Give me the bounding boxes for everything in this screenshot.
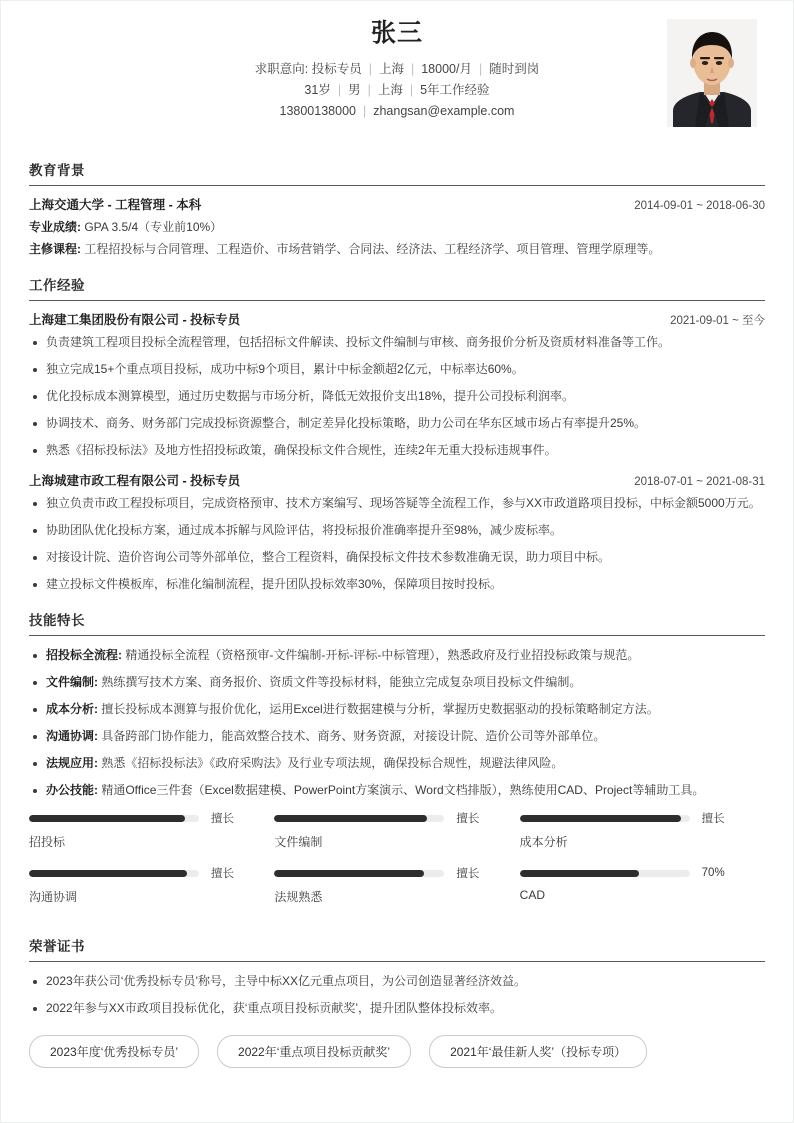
list-item: 独立负责市政工程投标项目，完成资格预审、技术方案编写、现场答疑等全流程工作，参与XX市政道路项目投标，中标金额5000万元。 (29, 493, 765, 514)
list-item (29, 672, 765, 693)
education-gpa-label: 专业成绩: (29, 220, 81, 234)
meta-separator: | (478, 61, 483, 76)
education-date: 2014-09-01 ~ 2018-06-30 (634, 200, 765, 212)
skill-bar-label: 文件编制 (274, 835, 323, 849)
skill-bar-label: 法规熟悉 (274, 890, 323, 904)
meta-item: zhangsan@example.com (373, 103, 515, 118)
education-courses-label: 主修课程: (29, 242, 81, 256)
skill-bar-row (520, 866, 741, 880)
skill-bar (520, 866, 765, 905)
skill-bar-label: CAD (519, 888, 545, 902)
education-school: 上海交通大学 - 工程管理 - 本科 (29, 198, 202, 212)
header-text-block (29, 17, 765, 122)
work-entry-head (29, 310, 765, 328)
skill-bar-grid (29, 811, 765, 921)
skill-bar (29, 866, 274, 905)
skill-bar-row (29, 866, 250, 880)
skill-bar-track (274, 870, 444, 877)
skill-item-label: 沟通协调: (46, 729, 102, 743)
skill-bar-value: 擅长 (456, 813, 480, 825)
meta-separator: | (367, 82, 371, 97)
skill-item-text: 精通投标全流程（资格预审-文件编制-开标-评标-中标管理），熟悉政府及行业招投标政策与规范。 (125, 648, 640, 662)
skill-bar-track (29, 870, 199, 877)
skill-bar-value: 擅长 (701, 813, 725, 825)
skill-item-text: 擅长投标成本测算与报价优化，运用Excel进行数据建模与分析，掌握历史数据驱动的投标策略制定方法。 (101, 702, 659, 716)
meta-item: 上海 (377, 82, 403, 97)
list-item: 2022年参与XX市政项目投标优化，获‘重点项目投标贡献奖’，提升团队整体投标效率。 (29, 998, 765, 1019)
work-company-role: 上海城建市政工程有限公司 - 投标专员 (29, 474, 241, 488)
meta-item: 18000/月 (421, 61, 472, 76)
skill-item-label: 招投标全流程: (46, 648, 126, 662)
work-job-list (29, 310, 765, 595)
section-education (29, 159, 765, 260)
list-item (29, 753, 765, 774)
page-title: 张三 (370, 19, 423, 47)
list-item: 优化投标成本测算模型，通过历史数据与市场分析，降低无效报价支出18%，提升公司投标利润率。 (29, 386, 765, 407)
section-divider (29, 185, 765, 186)
honor-list (29, 971, 765, 1019)
skill-item-list (29, 645, 765, 801)
section-title-honors: 荣誉证书 (29, 939, 85, 954)
skill-bar-fill (274, 870, 424, 877)
section-title-education: 教育背景 (29, 163, 85, 178)
list-item: 协助团队优化投标方案，通过成本拆解与风险评估，将投标报价准确率提升至98%，减少废标率。 (29, 520, 765, 541)
meta-item: 31岁 (304, 82, 331, 97)
skill-bar-value: 70% (701, 867, 725, 879)
meta-separator: | (368, 61, 372, 76)
meta-separator: | (362, 103, 367, 118)
section-divider (29, 635, 765, 636)
skill-bar (274, 866, 519, 905)
skill-bar (29, 811, 274, 850)
section-skills (29, 609, 765, 921)
list-item: 熟悉《招标投标法》及地方性招投标政策，确保投标文件合规性，连续2年无重大投标违规事件。 (29, 440, 765, 461)
list-item (29, 645, 765, 666)
work-bullet-list (29, 493, 765, 595)
skill-item-label: 成本分析: (46, 702, 102, 716)
meta-separator: | (337, 82, 342, 97)
skill-bar-fill (520, 815, 682, 822)
honor-tag[interactable]: 2023年度‘优秀投标专员’ (29, 1035, 199, 1068)
skill-bar-track (29, 815, 199, 822)
skill-item-text: 熟练撰写技术方案、商务报价、资质文件等投标材料，能独立完成复杂项目投标文件编制。 (101, 675, 582, 689)
work-entry-head (29, 471, 765, 489)
meta-line-personal (149, 80, 645, 101)
education-gpa-value: GPA 3.5/4（专业前10%） (84, 220, 223, 234)
list-item: 对接设计院、造价咨询公司等外部单位，整合工程资料，确保投标文件技术参数准确无误，助力项目中标。 (29, 547, 765, 568)
work-date: 2018-07-01 ~ 2021-08-31 (634, 476, 765, 488)
section-work (29, 274, 765, 595)
work-bullet-list (29, 332, 765, 461)
skill-item-text: 精通Office三件套（Excel数据建模、PowerPoint方案演示、Word文档排版），熟练使用CAD、Project等辅助工具。 (101, 783, 705, 797)
meta-separator: | (409, 82, 414, 97)
list-item: 2023年获公司‘优秀投标专员’称号，主导中标XX亿元重点项目，为公司创造显著经济效益。 (29, 971, 765, 992)
skill-bar-label: 沟通协调 (29, 890, 78, 904)
skill-bar-track (520, 815, 690, 822)
section-title-skills: 技能特长 (29, 613, 85, 628)
skill-bar-track (274, 815, 444, 822)
work-company-role: 上海建工集团股份有限公司 - 投标专员 (29, 313, 241, 327)
honor-tag-list (29, 1035, 765, 1068)
list-item (29, 726, 765, 747)
skill-item-label: 办公技能: (46, 783, 102, 797)
skill-bar-fill (274, 815, 427, 822)
skill-bar-value: 擅长 (456, 868, 480, 880)
skill-bar-label: 招投标 (29, 835, 66, 849)
skill-bar-fill (29, 815, 185, 822)
skill-item-label: 法规应用: (46, 756, 102, 770)
skill-item-label: 文件编制: (46, 675, 102, 689)
avatar (667, 19, 757, 127)
skill-bar-value: 擅长 (211, 813, 234, 825)
skill-item-text: 具备跨部门协作能力，能高效整合技术、商务、财务资源，对接设计院、造价公司等外部单位。 (101, 729, 606, 743)
skill-item-text: 熟悉《招标投标法》《政府采购法》及行业专项法规，确保投标合规性，规避法律风险。 (101, 756, 564, 770)
skill-bar-row (520, 811, 741, 825)
meta-item: 5年工作经验 (420, 82, 490, 97)
list-item: 协调技术、商务、财务部门完成投标资源整合，制定差异化投标策略，助力公司在华东区域市场占有率提升25%。 (29, 413, 765, 434)
honor-tag[interactable]: 2021年‘最佳新人奖’（投标专项） (429, 1035, 647, 1068)
meta-item: 13800138000 (279, 103, 356, 118)
meta-item: 男 (348, 82, 361, 97)
list-item (29, 699, 765, 720)
education-gpa (29, 217, 765, 238)
meta-line-contact (149, 101, 645, 122)
education-entry-head (29, 195, 765, 213)
work-date: 2021-09-01 ~ 至今 (670, 315, 765, 327)
meta-item: 上海 (378, 61, 404, 76)
education-courses (29, 239, 765, 260)
education-courses-value: 工程招投标与合同管理、工程造价、市场营销学、合同法、经济法、工程经济学、项目管理、管理学原理等。 (84, 242, 661, 256)
list-item (29, 780, 765, 801)
work-entry (29, 310, 765, 461)
skill-bar-fill (29, 870, 187, 877)
honor-tag[interactable]: 2022年‘重点项目投标贡献奖’ (217, 1035, 411, 1068)
section-honors (29, 935, 765, 1068)
resume-header (29, 1, 765, 145)
skill-bar (520, 811, 765, 850)
skill-bar-fill (520, 870, 639, 877)
skill-bar-row (274, 866, 495, 880)
meta-separator: | (410, 61, 415, 76)
skill-bar-track (520, 870, 690, 877)
list-item: 建立投标文件模板库，标准化编制流程，提升团队投标效率30%，保障项目按时投标。 (29, 574, 765, 595)
work-entry (29, 471, 765, 595)
skill-bar-label: 成本分析 (519, 835, 568, 849)
meta-line-objective (149, 59, 645, 80)
section-title-work: 工作经验 (29, 278, 85, 293)
section-divider (29, 300, 765, 301)
list-item: 负责建筑工程项目投标全流程管理，包括招标文件解读、投标文件编制与审核、商务报价分析及资质材料准备等工作。 (29, 332, 765, 353)
skill-bar-value: 擅长 (211, 868, 234, 880)
meta-item: 随时到岗 (489, 61, 540, 76)
skill-bar-row (29, 811, 250, 825)
skill-bar-row (274, 811, 495, 825)
skill-bar (274, 811, 519, 850)
portrait-photo-icon (667, 19, 757, 127)
section-divider (29, 961, 765, 962)
meta-item: 求职意向: 投标专员 (254, 61, 362, 76)
list-item: 独立完成15+个重点项目投标，成功中标9个项目，累计中标金额超2亿元，中标率达60%。 (29, 359, 765, 380)
